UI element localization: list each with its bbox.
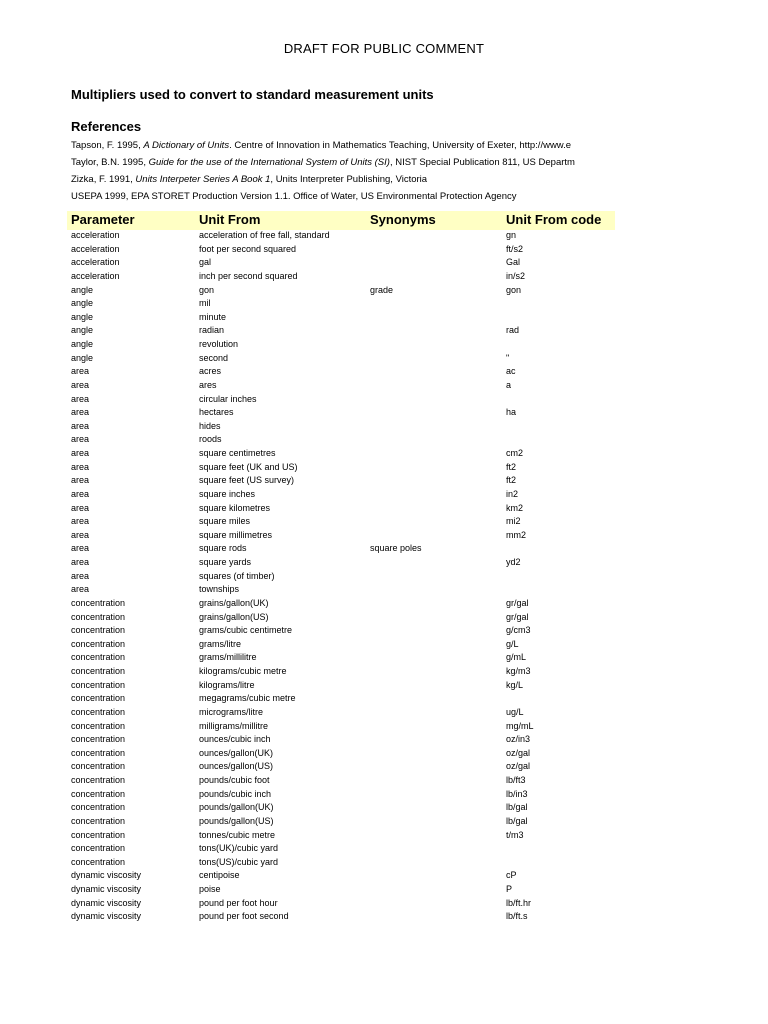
cell-unit-code: oz/gal [506,747,531,758]
table-row [0,856,768,870]
cell-parameter: angle [71,298,94,309]
table-row [0,570,768,584]
cell-unit-from: minute [199,311,227,322]
cell-parameter: angle [71,325,94,336]
cell-parameter: area [71,448,90,458]
cell-parameter: concentration [71,788,126,799]
cell-unit-from: foot per second squared [199,243,297,254]
cell-unit-code: oz/gal [506,761,531,772]
cell-unit-from: micrograms/litre [199,706,264,717]
cell-unit-code: " [506,352,510,363]
table-row [0,488,768,502]
cell-unit-from: pound per foot hour [199,897,278,908]
cell-unit-from: grams/litre [199,638,242,649]
table-row [0,461,768,475]
cell-parameter: dynamic viscosity [71,870,142,881]
reference-item: USEPA 1999, EPA STORET Production Version 1.1. Office of Water, US Environmental Protection Agency [71,191,517,202]
cell-unit-code: g/L [506,638,519,649]
cell-parameter: area [71,557,90,567]
cell-unit-code: cm2 [506,448,524,458]
cell-parameter: concentration [71,666,126,676]
cell-parameter: concentration [71,747,126,758]
cell-parameter: dynamic viscosity [71,911,142,922]
cell-unit-code: lb/ft.hr [506,897,532,908]
table-row [0,733,768,747]
table-row [0,393,768,407]
document-title: Multipliers used to convert to standard measurement units [71,87,434,102]
cell-parameter: area [71,570,90,581]
cell-unit-from: mil [199,298,211,309]
cell-unit-code: in2 [506,488,519,499]
cell-unit-from: grams/millilitre [199,652,257,663]
column-header-unit-from-code: Unit From code [506,212,602,227]
table-row [0,910,768,924]
cell-unit-code: g/mL [506,652,527,663]
cell-parameter: area [71,407,90,418]
cell-unit-from: roods [199,434,222,445]
cell-unit-code: lb/in3 [506,788,528,799]
table-row [0,420,768,434]
cell-parameter: acceleration [71,270,120,281]
cell-unit-from: square centimetres [199,448,276,458]
table-row [0,447,768,461]
cell-parameter: area [71,475,90,486]
cell-unit-from: gal [199,257,212,268]
cell-unit-from: tons(US)/cubic yard [199,856,279,867]
table-row [0,433,768,447]
cell-unit-from: revolution [199,339,239,349]
cell-unit-from: second [199,352,229,363]
cell-unit-from: grains/gallon(UK) [199,597,269,608]
cell-unit-from: square feet (US survey) [199,475,295,486]
cell-unit-code: lb/ft3 [506,775,526,785]
table-header [67,211,615,230]
reference-item: Taylor, B.N. 1995, Guide for the use of the International System of Units (SI), NIST Special Publication 811, US Departm [71,157,575,168]
cell-parameter: concentration [71,802,126,813]
table-row [0,324,768,338]
cell-unit-from: square yards [199,557,252,567]
cell-unit-code: oz/in3 [506,734,531,745]
cell-unit-code: lb/gal [506,802,528,813]
cell-parameter: area [71,366,90,377]
table-body [0,229,768,924]
cell-unit-code: ft2 [506,461,517,472]
cell-parameter: area [71,393,90,404]
cell-parameter: dynamic viscosity [71,884,142,894]
cell-parameter: angle [71,339,94,349]
cell-unit-from: square inches [199,488,256,499]
cell-synonyms: grade [370,284,394,295]
cell-unit-code: ft/s2 [506,243,524,254]
table-row [0,774,768,788]
table-row [0,624,768,638]
cell-unit-from: ounces/gallon(US) [199,761,274,772]
cell-unit-from: grams/cubic centimetre [199,625,293,636]
cell-unit-code: ft2 [506,475,517,486]
cell-unit-from: grains/gallon(US) [199,611,269,622]
column-header-parameter: Parameter [71,212,135,227]
cell-unit-from: poise [199,884,221,894]
table-row [0,284,768,298]
cell-synonyms: square poles [370,543,422,554]
references-list [71,137,616,205]
table-row [0,842,768,856]
table-row [0,597,768,611]
table-row [0,651,768,665]
cell-parameter: concentration [71,693,126,704]
table-row [0,638,768,652]
cell-unit-from: ares [199,379,217,390]
cell-parameter: dynamic viscosity [71,897,142,908]
table-row [0,801,768,815]
table-row [0,883,768,897]
cell-unit-code: gr/gal [506,611,529,622]
cell-unit-code: rad [506,325,520,336]
reference-item: Tapson, F. 1995, A Dictionary of Units. Centre of Innovation in Mathematics Teaching, University of Exeter, http://www.e [71,140,572,151]
cell-unit-from: centipoise [199,870,240,881]
table-row [0,747,768,761]
cell-unit-from: milligrams/millitre [199,720,268,731]
table-row [0,829,768,843]
cell-parameter: acceleration [71,243,120,254]
cell-parameter: concentration [71,611,126,622]
cell-parameter: area [71,529,90,540]
cell-unit-from: radian [199,325,225,336]
table-row [0,529,768,543]
cell-unit-code: gr/gal [506,597,529,608]
cell-unit-from: squares (of timber) [199,570,275,581]
table-row [0,474,768,488]
cell-parameter: concentration [71,761,126,772]
cell-parameter: concentration [71,625,126,636]
cell-parameter: acceleration [71,230,120,240]
table-row [0,229,768,243]
table-row [0,706,768,720]
cell-unit-from: inch per second squared [199,270,298,281]
cell-unit-code: lb/ft.s [506,911,528,922]
table-row [0,515,768,529]
table-row [0,583,768,597]
cell-unit-from: acceleration of free fall, standard [199,230,330,240]
column-header-synonyms: Synonyms [370,212,436,227]
cell-unit-code: ug/L [506,706,524,717]
table-row [0,311,768,325]
table-row [0,869,768,883]
table-row [0,406,768,420]
cell-unit-from: tons(UK)/cubic yard [199,843,279,854]
cell-unit-from: square miles [199,516,251,527]
cell-unit-from: acres [199,366,222,377]
cell-unit-code: ac [506,366,516,377]
cell-parameter: area [71,379,90,390]
table-row [0,256,768,270]
cell-unit-from: townships [199,584,240,595]
cell-parameter: concentration [71,679,126,690]
cell-unit-code: km2 [506,502,524,513]
cell-parameter: concentration [71,720,126,731]
cell-unit-from: square kilometres [199,502,271,513]
table-row [0,897,768,911]
draft-label: DRAFT FOR PUBLIC COMMENT [283,41,485,56]
cell-parameter: concentration [71,706,126,717]
cell-parameter: angle [71,311,94,322]
cell-parameter: angle [71,284,94,295]
reference-item: Zizka, F. 1991, Units Interpeter Series A Book 1, Units Interpreter Publishing, Victoria [71,174,428,185]
cell-unit-from: hides [199,420,221,431]
cell-unit-from: square millimetres [199,529,273,540]
cell-parameter: angle [71,352,94,363]
cell-unit-code: mm2 [506,529,526,540]
cell-unit-from: square feet (UK and US) [199,461,298,472]
table-row [0,788,768,802]
cell-unit-code: gon [506,284,522,295]
references-heading: References [71,119,142,134]
cell-unit-from: megagrams/cubic metre [199,693,296,704]
cell-parameter: acceleration [71,257,120,268]
cell-unit-code: Gal [506,257,521,268]
cell-parameter: concentration [71,815,126,826]
cell-parameter: area [71,516,90,527]
cell-unit-from: square rods [199,543,247,554]
cell-unit-from: pound per foot second [199,911,289,922]
cell-unit-from: pounds/cubic inch [199,788,272,799]
cell-unit-from: pounds/gallon(UK) [199,802,274,813]
cell-parameter: concentration [71,829,126,840]
cell-unit-code: in/s2 [506,270,526,281]
table-row [0,679,768,693]
cell-unit-from: pounds/cubic foot [199,775,270,785]
cell-parameter: concentration [71,638,126,649]
cell-unit-from: pounds/gallon(US) [199,815,274,826]
cell-parameter: concentration [71,734,126,745]
table-row [0,338,768,352]
cell-unit-from: circular inches [199,393,257,404]
table-row [0,760,768,774]
cell-unit-code: gn [506,230,517,240]
cell-parameter: concentration [71,652,126,663]
table-row [0,556,768,570]
cell-parameter: area [71,420,90,431]
table-row [0,692,768,706]
cell-unit-code: yd2 [506,557,521,567]
cell-parameter: concentration [71,843,126,854]
cell-unit-code: mi2 [506,516,521,527]
cell-unit-code: t/m3 [506,829,524,840]
table-row [0,352,768,366]
cell-unit-code: lb/gal [506,815,528,826]
table-row [0,365,768,379]
table-row [0,502,768,516]
cell-unit-code: kg/L [506,679,524,690]
column-header-unit-from: Unit From [199,212,261,227]
cell-parameter: area [71,488,90,499]
table-row [0,815,768,829]
cell-parameter: concentration [71,775,126,785]
cell-unit-from: kilograms/cubic metre [199,666,287,676]
table-row [0,720,768,734]
table-row [0,270,768,284]
cell-parameter: concentration [71,597,126,608]
cell-unit-from: ounces/cubic inch [199,734,271,745]
cell-unit-code: P [506,884,513,894]
cell-parameter: area [71,434,90,445]
cell-parameter: area [71,461,90,472]
cell-unit-from: tonnes/cubic metre [199,829,276,840]
cell-unit-from: gon [199,284,215,295]
table-row [0,611,768,625]
cell-unit-code: ha [506,407,517,418]
table-row [0,243,768,257]
cell-unit-code: g/cm3 [506,625,531,636]
cell-unit-code: cP [506,870,517,881]
cell-unit-from: ounces/gallon(UK) [199,747,274,758]
table-row [0,379,768,393]
table-row [0,542,768,556]
cell-unit-code: kg/m3 [506,666,531,676]
cell-unit-from: kilograms/litre [199,679,255,690]
cell-parameter: concentration [71,856,126,867]
cell-parameter: area [71,502,90,513]
cell-unit-code: a [506,379,512,390]
cell-parameter: area [71,543,90,554]
cell-unit-code: mg/mL [506,720,534,731]
cell-parameter: area [71,584,90,595]
table-row [0,297,768,311]
cell-unit-from: hectares [199,407,234,418]
table-row [0,665,768,679]
